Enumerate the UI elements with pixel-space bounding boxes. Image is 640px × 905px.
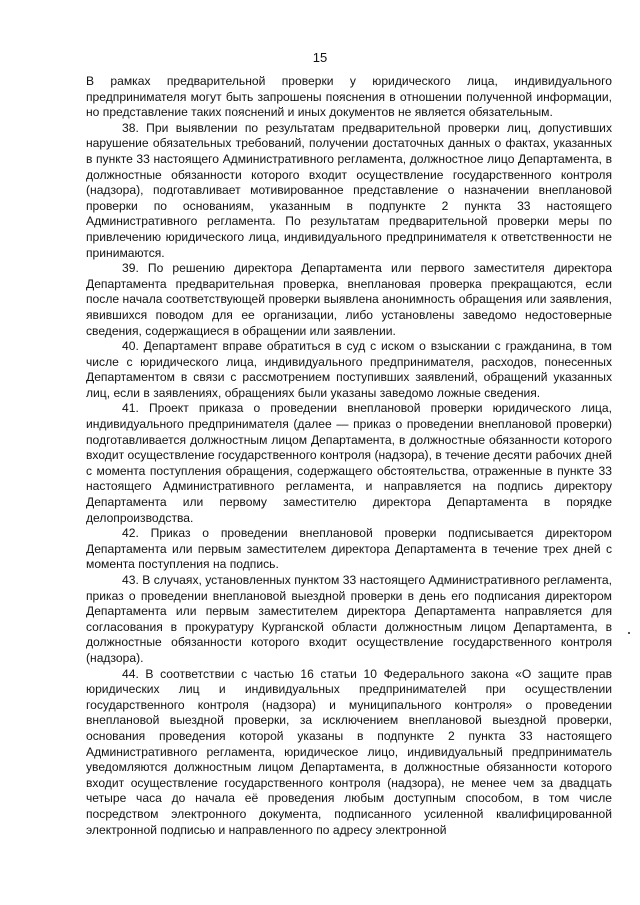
paragraph-44: 44. В соответствии с частью 16 статьи 10 Федерального закона «О защите прав юридических лиц и индивидуальных предпринимателей при осуществлении государственного контроля (надзора) и муниципального контроля» о проведении внеплановой выездной проверки, за исключением внеплановой выездной проверки, основания проведения которой указаны в подпункте 2 пункта 33 настоящего Административного регламента, юридическое лицо, индивидуальный предприниматель уведомляются должностным лицом Департамента, в должностные обязанности которого входит осуществление государственного контроля (надзора), не менее чем за двадцать четыре часа до начала её проведения любым доступным способом, в том числе посредством электронного документа, подписанного усиленной квалифицированной электронной подписью и направленного по адресу электронной (86, 666, 612, 837)
paragraph-42: 42. Приказ о проведении внеплановой проверки подписывается директором Департамента или первым заместителем директора Департамента в течение трех дней с момента поступления на подпись. (86, 526, 612, 572)
document-body (86, 74, 612, 838)
paragraph-40: 40. Департамент вправе обратиться в суд с иском о взыскании с гражданина, в том числе с юридического лица, индивидуального предпринимателя, расходов, понесенных Департаментом в связи с рассмотрением поступивших заявлений, обращений указанных лиц, если в заявлениях, обращениях были указаны заведомо ложные сведения. (86, 339, 612, 400)
paragraph-39: 39. По решению директора Департамента или первого заместителя директора Департамента предварительная проверка, внеплановая проверка прекращаются, если после начала соответствующей проверки выявлена анонимность обращения или заявления, явившихся поводом для ее организации, либо установлены заведомо недостоверные сведения, содержащиеся в обращении или заявлении. (86, 261, 612, 338)
scan-dot-mark (628, 632, 630, 634)
paragraph-41: 41. Проект приказа о проведении внеплановой проверки юридического лица, индивидуального предпринимателя (далее — приказ о проведении внеплановой проверки) подготавливается должностным лицом Департамента, в должностные обязанности которого входит осуществление государственного контроля (надзора), в течение десяти рабочих дней с момента поступления обращения, содержащего обстоятельства, отраженные в пункте 33 настоящего Административного регламента, и направляется на подпись директору Департамента или первому заместителю директора Департамента в порядке делопроизводства. (86, 401, 612, 525)
page-number: 15 (312, 50, 328, 65)
paragraph-43: 43. В случаях, установленных пунктом 33 настоящего Административного регламента, приказ о проведении внеплановой выездной проверки в день его подписания директором Департамента или первым заместителем директора Департамента направляется для согласования в прокуратуру Курганской области должностным лицом Департамента, в должностные обязанности которого входит осуществление государственного контроля (надзора). (86, 573, 612, 665)
paragraph-intro: В рамках предварительной проверки у юридического лица, индивидуального предпринимателя могут быть запрошены пояснения в отношении полученной информации, но представление таких пояснений и иных документов не является обязательным. (86, 74, 612, 120)
paragraph-38: 38. При выявлении по результатам предварительной проверки лиц, допустивших нарушение обязательных требований, получении достаточных данных о фактах, указанных в пункте 33 настоящего Административного регламента, должностное лицо Департамента, в должностные обязанности которого входит осуществление государственного контроля (надзора), подготавливает мотивированное представление о назначении внеплановой проверки по основаниям, указанным в подпункте 2 пункта 33 настоящего Административного регламента. По результатам предварительной проверки меры по привлечению юридического лица, индивидуального предпринимателя к ответственности не принимаются. (86, 120, 612, 260)
